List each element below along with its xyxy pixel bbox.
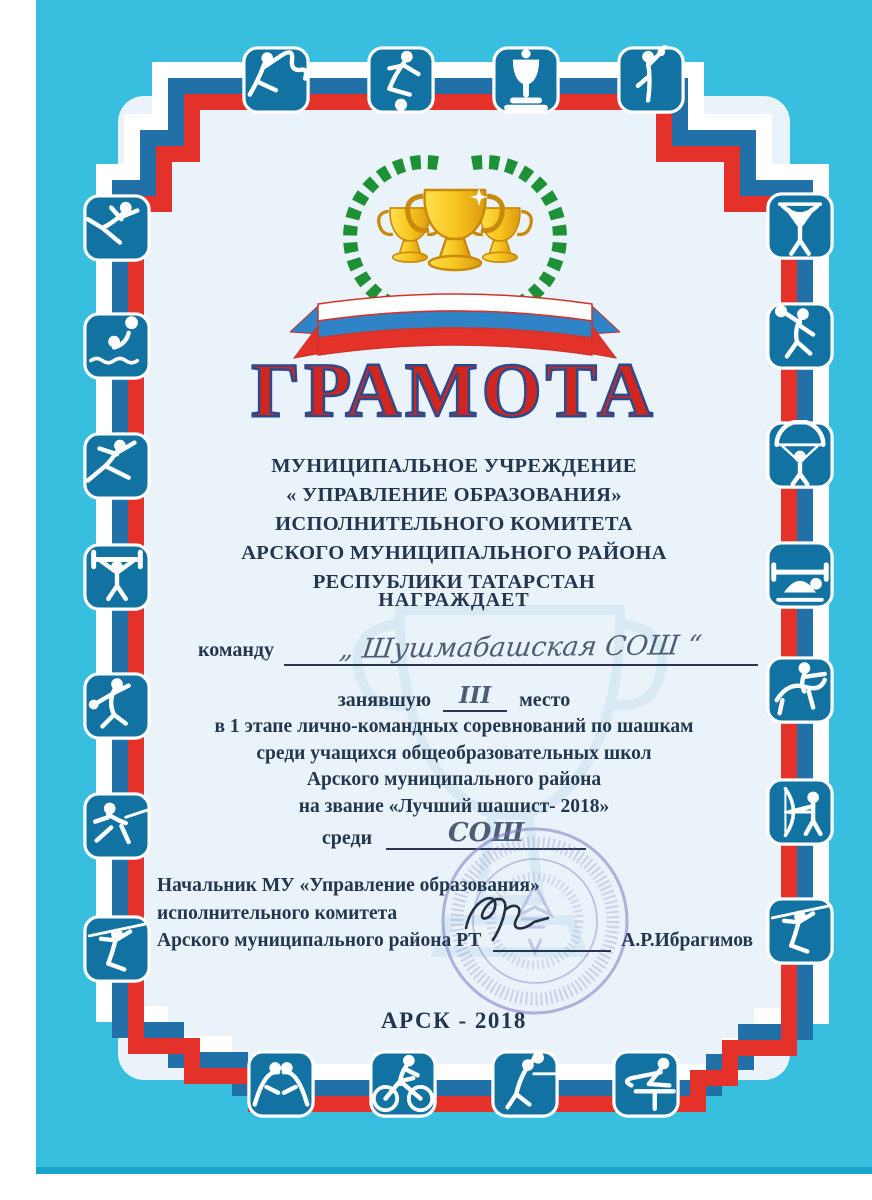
cup-lift-icon xyxy=(765,191,835,261)
text-line: среди учащихся общеобразовательных школ xyxy=(256,742,652,764)
certificate-title: ГРАМОТА xyxy=(251,347,657,433)
martial-arts-icon xyxy=(82,193,152,263)
trophy-award-icon xyxy=(491,45,561,115)
team-name-underline xyxy=(284,632,758,666)
cycling-icon xyxy=(368,1049,438,1119)
torch-relay-icon xyxy=(616,45,686,115)
signer-name: А.Р.Ибрагимов xyxy=(621,930,753,951)
text-line: Арского муниципального района xyxy=(306,769,602,790)
place-suffix: место xyxy=(519,689,571,711)
rhythmic-gymnastics-icon xyxy=(241,45,311,115)
football-icon xyxy=(366,45,436,115)
wrestling-icon xyxy=(246,1049,316,1119)
text-line: на звание «Лучший шашист- 2018» xyxy=(298,795,610,817)
signer-line-1: Начальник МУ «Управление образования» xyxy=(157,875,540,896)
place-line xyxy=(120,682,788,712)
javelin-throw-icon xyxy=(82,914,152,984)
place-value-handwritten: III xyxy=(443,682,507,712)
awards-label: НАГРАЖДАЕТ xyxy=(378,589,530,611)
trophies-emblem xyxy=(290,142,620,377)
text-line: ИСПОЛНИТЕЛЬНОГО КОМИТЕТА xyxy=(275,513,633,535)
text-line: « УПРАВЛЕНИЕ ОБРАЗОВАНИЯ» xyxy=(286,484,622,506)
text-line: МУНИЦИПАЛЬНОЕ УЧРЕЖДЕНИЕ xyxy=(271,455,637,477)
text-line: в 1 этапе лично-командных соревнований по шашкам xyxy=(214,716,694,737)
signature-handwritten xyxy=(452,878,612,958)
text-line: РЕСПУБЛИКИ ТАТАРСТАН xyxy=(312,571,596,593)
team-label: команду xyxy=(198,639,275,661)
competition-description xyxy=(120,714,788,820)
organization-block xyxy=(120,452,788,597)
volleyball-icon xyxy=(490,1049,560,1119)
team-line xyxy=(198,632,758,666)
signer-line-2: исполнительного комитета xyxy=(157,902,398,924)
rowing-icon xyxy=(611,1049,681,1119)
among-label: среди xyxy=(321,827,373,849)
team-name-handwritten: „ Шушмабашская СОШ “ xyxy=(338,630,704,665)
signer-line-3-text: Арского муниципального района РТ xyxy=(157,930,482,951)
among-value-handwritten: СОШ xyxy=(386,818,586,850)
footer-city-year: АРСК - 2018 xyxy=(381,1008,527,1033)
text-line: АРСКОГО МУНИЦИПАЛЬНОГО РАЙОНА xyxy=(241,542,667,564)
place-prefix: занявшую xyxy=(337,689,432,711)
